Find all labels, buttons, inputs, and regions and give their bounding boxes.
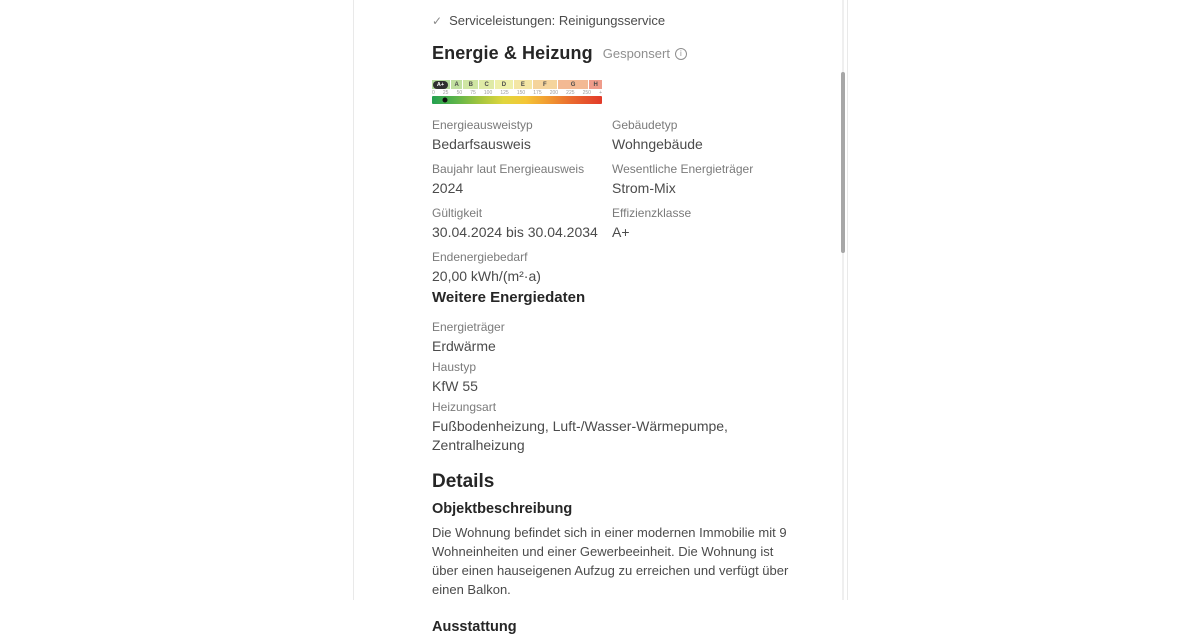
fact-label: Gültigkeit xyxy=(432,206,483,220)
energy-facts-grid xyxy=(432,118,791,286)
energy-class-label: B xyxy=(468,81,473,88)
fact-value: 2024 xyxy=(432,180,464,196)
tick-label: 0 xyxy=(432,90,435,96)
energy-efficiency-scale xyxy=(432,80,602,104)
fact-value: Fußbodenheizung, Luft-/Wasser-Wärmepumpe, Zentralheizung xyxy=(432,418,728,453)
fact-label: Energieträger xyxy=(432,320,505,334)
fact-label: Wesentliche Energieträger xyxy=(612,162,754,176)
energy-class-segment xyxy=(514,80,533,89)
tick-label: 225 xyxy=(566,90,575,96)
tick-label: 125 xyxy=(500,90,509,96)
fact-label: Endenergiebedarf xyxy=(432,250,528,264)
energy-scale-ticks xyxy=(432,89,602,96)
sponsored-label: Gesponsert xyxy=(602,46,670,61)
energy-class-label: F xyxy=(542,81,547,88)
fact-label: Haustyp xyxy=(432,360,477,374)
energy-class-label: H xyxy=(593,81,598,88)
energy-class-label: D xyxy=(501,81,507,88)
fact-value: Bedarfsausweis xyxy=(432,136,531,152)
fact-value: Erdwärme xyxy=(432,338,496,354)
details-section-title: Details xyxy=(432,471,495,492)
fact-heizungsart xyxy=(432,400,791,455)
ausstattung-title: Ausstattung xyxy=(432,619,517,635)
listing-detail-panel xyxy=(353,0,848,635)
sponsored-badge xyxy=(603,46,687,61)
fact-label: Gebäudetyp xyxy=(612,118,678,132)
tick-label: 50 xyxy=(456,90,463,96)
fact-effizienzklasse xyxy=(612,206,791,242)
energy-class-segment xyxy=(495,80,514,89)
current-class-pill xyxy=(433,81,448,89)
energy-class-label: G xyxy=(570,81,576,88)
energy-class-label: A xyxy=(454,81,459,88)
fact-value: 20,00 kWh/(m²·a) xyxy=(432,268,541,284)
energy-class-segment xyxy=(479,80,495,89)
fact-value: Wohngebäude xyxy=(612,136,703,152)
fact-endenergiebedarf xyxy=(432,250,612,286)
more-energy-title: Weitere Energiedaten xyxy=(432,289,586,306)
tick-label: 75 xyxy=(470,90,476,96)
fact-gueltigkeit xyxy=(432,206,612,242)
fact-label: Heizungsart xyxy=(432,400,497,414)
objektbeschreibung-title: Objektbeschreibung xyxy=(432,501,573,517)
fact-baujahr xyxy=(432,162,612,198)
energy-gradient-bar xyxy=(432,96,602,104)
energy-section-title: Energie & Heizung xyxy=(432,43,593,63)
tick-label: + xyxy=(599,90,602,96)
service-feature-row xyxy=(432,13,791,28)
fact-value: Strom-Mix xyxy=(612,180,676,196)
energy-class-segment xyxy=(451,80,464,89)
tick-label: 175 xyxy=(533,90,542,96)
objektbeschreibung-text: Die Wohnung befindet sich in einer modernen Immobilie mit 9 Wohneinheiten und einer Gewerbeeinheit. Die Wohnung ist über einen hauseigenen Aufzug zu erreichen und verfügt über einen Balkon. xyxy=(432,525,789,597)
check-icon: ✓ xyxy=(432,13,443,28)
fact-haustyp xyxy=(432,360,791,396)
service-feature-label: Serviceleistungen: Reinigungsservice xyxy=(449,13,666,28)
energy-class-label: C xyxy=(484,81,489,88)
energy-class-label: E xyxy=(520,81,525,88)
tick-label: 200 xyxy=(549,90,559,96)
energy-class-segment xyxy=(533,80,558,89)
tick-label: 150 xyxy=(516,90,526,96)
info-icon[interactable]: i xyxy=(675,48,687,60)
fact-energietraeger-wesentlich xyxy=(612,162,791,198)
fact-value: KfW 55 xyxy=(432,378,478,394)
energy-section-header xyxy=(432,43,791,64)
energy-class-label: A+ xyxy=(436,81,445,88)
energy-class-segment xyxy=(558,80,589,89)
fact-value: A+ xyxy=(612,224,630,240)
fact-value: 30.04.2024 bis 30.04.2034 xyxy=(432,224,598,240)
fact-label: Baujahr laut Energieausweis xyxy=(432,162,585,176)
fact-gebaeudetyp xyxy=(612,118,791,154)
fact-energietraeger xyxy=(432,320,791,356)
energy-class-segment xyxy=(463,80,479,89)
energy-class-strip xyxy=(432,80,602,89)
panel-content xyxy=(354,0,847,637)
tick-label: 100 xyxy=(483,90,493,96)
energy-value-marker xyxy=(442,98,447,103)
fact-energieausweistyp xyxy=(432,118,612,154)
energy-class-segment xyxy=(589,80,602,89)
tick-label: 25 xyxy=(442,90,449,96)
scrollbar-thumb[interactable] xyxy=(841,72,845,253)
tick-label: 250 xyxy=(582,90,591,96)
energy-class-segment xyxy=(432,80,451,89)
fact-label: Energieausweistyp xyxy=(432,118,533,132)
fact-label: Effizienzklasse xyxy=(612,206,692,220)
